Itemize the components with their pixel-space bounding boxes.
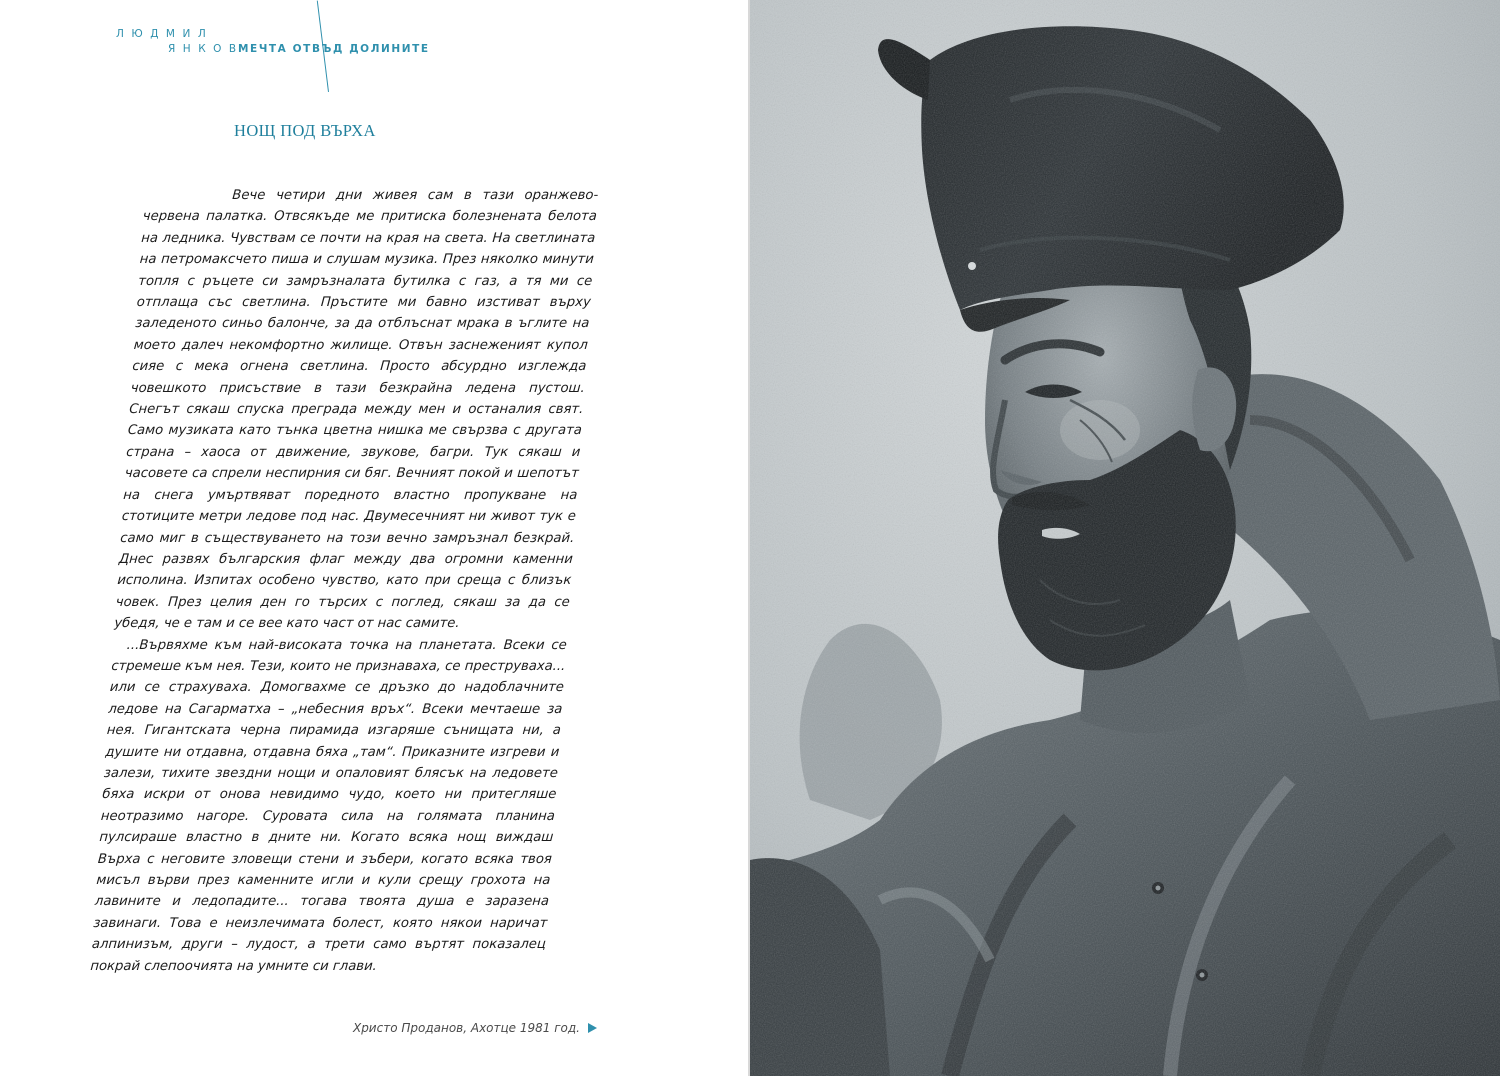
body-paragraph: ...Вървяхме към най-високата точка на планетата. Всеки се стремеше към нея. Тези, които не признаваха, се преструваха... или се страхуваха. Домогвахме се дръзко до надоблачните ледове на Сагарматха – „небесния връх“. Всеки мечтаеше за нея. Гигантската черна пирамида изгаряше сънищата ни, а душите ни отдавна, отдавна бяха „там“. Приказните изгреви и залези, тихите звездни нощи и опаловият блясък на ледовете бяха искри от онова невидимо чудо, което ни притегляше неотразимо нагоре. Суровата сила на голямата планина пулсираше властно в дните ни. Когато всяка нощ виждаш Върха с неговите зловещи стени и зъбери, когато всяка твоя мисъл върви през каменните игли и кули срещу грохота на лавините и ледопадите... тогава твоята душа е заразена завинаги. Това е неизлечимата болест, която някои наричат алпинизъм, други – лудост, а трети само въртят показалец покрай слепоочията на умните си глави. bbox=[89, 637, 568, 974]
body-text bbox=[90, 185, 599, 977]
photo-caption-text: Христо Проданов, Ахотце 1981 год. bbox=[352, 1021, 580, 1035]
book-title: МЕЧТА ОТВЪД ДОЛИНИТЕ bbox=[238, 43, 430, 55]
arrow-right-icon bbox=[588, 1023, 597, 1033]
body-paragraph: Вече четири дни живея сам в тази оранжево-червена палатка. Отвсякъде ме притиска болезнената белота на ледника. Чувствам се почти на края на света. На светлината на петромаксчето пиша и слушам музика. През няколко минути топля с ръцете си замръзналата бутилка с газ, а тя ми се отплаща със светлина. Пръстите ми бавно изстиват върху заледеното синьо балонче, за да отблъснат мрака в ъглите на моето далеч некомфортно жилище. Отвън заснеженият купол сияе с мека огнена светлина. Просто абсурдно изглежда човешкото присъствие в тази безкрайна ледена пустош. Снегът сякаш спуска преграда между мен и останалия свят. Само музиката като тънка цветна нишка ме свързва с другата страна – хаоса от движение, звукове, багри. Тук сякаш и часовете са спрели неспирния си бяг. Вечният покой и шепотът на снега умъртвяват поредното властно пропукване на стотиците метри ледове под нас. Двумесечният ни живот тук е само миг в съществуването на този вечно замръзнал безкрай. Днес развях българския флаг между два огромни каменни исполина. Изпитах особено чувство, като при среща с близък човек. През целия ден го търсих с поглед, сякаш за да се убедя, че е там и се вее като част от нас самите. bbox=[113, 188, 599, 632]
photo-caption bbox=[353, 1021, 597, 1035]
portrait-photo bbox=[750, 0, 1500, 1076]
chapter-title: НОЩ ПОД ВЪРХА bbox=[234, 121, 376, 140]
left-page: ЛЮДМИЛ ЯНКОВ МЕЧТА ОТВЪД ДОЛИНИТЕ НОЩ ПОД ВЪРХА Вече четири дни живея сам в тази оранжево-червена палатка. Отвсякъде ме притиска болезнената белота на ледника. Чувствам се почти на края на света. На светлината на петромаксчето пиша и слушам музика. През няколко минути топля с ръцете си замръзналата бутилка с газ, а тя ми се отплаща със светлина. Пръстите ми бавно изстиват върху заледеното синьо балонче, за да отблъснат мрака в ъглите на моето далеч некомфортно жилище. Отвън заснеженият купол сияе с мека огнена светлина. Просто абсурдно изглежда човешкото присъствие в тази безкрайна ледена пустош. Снегът сякаш спуска преграда между мен и останалия свят. Само музиката като тънка цветна нишка ме свързва с другата страна – хаоса от движение, звукове, багри. Тук сякаш и часовете са спрели неспирния си бяг. Вечният покой и шепотът на снега умъртвяват поредното властно пропукване на стотиците метри ледове под нас. Двумесечният ни живот тук е само миг в съществуването на този вечно замръзнал безкрай. Днес развях българския флаг между два огромни каменни исполина. Изпитах особено чувство, като при среща с близък човек. През целия ден го търсих с поглед, сякаш за да се убедя, че е там и се вее като част от нас самите. ...Вървяхме към най-високата точка на планетата. Всеки се стремеше към нея. Тези, които не признаваха, се преструваха... или се страхуваха. Домогвахме се дръзко до надоблачните ледове на Сагарматха – „небесния връх“. Всеки мечтаеше за нея. Гигантската черна пирамида изгаряше сънищата ни, а душите ни отдавна, отдавна бяха „там“. Приказните изгреви и залези, тихите звездни нощи и опаловият блясък на ледовете бяха искри от онова невидимо чудо, което ни притегляше неотразимо нагоре. Суровата сила на голямата планина пулсираше властно в дните ни. Когато всяка нощ виждаш Върха с неговите зловещи стени и зъбери, когато всяка твоя мисъл върви през каменните игли и кули срещу грохота на лавините и ледопадите... тогава твоята душа е заразена завинаги. Това е неизлечимата болест, която някои наричат алпинизъм, други – лудост, а трети само въртят показалец покрай слепоочията на умните си глави. Христо Проданов, Ахотце 1981 год. bbox=[0, 0, 749, 1076]
portrait-photo-image bbox=[750, 0, 1500, 1076]
